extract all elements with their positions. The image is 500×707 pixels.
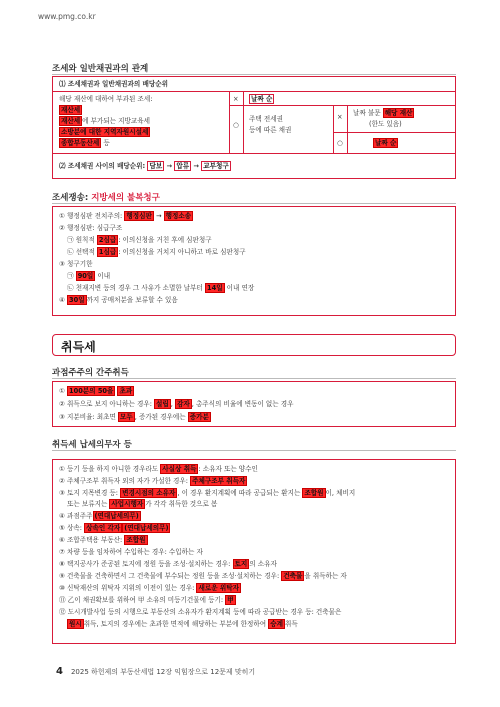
taxpayer-line-3: ③ 토지 지목변경 등: 변경시점의 소유자 , 이 경우 환지계획에 따라 공급되는 환지는 조합원 이, 체비지 bbox=[59, 489, 356, 497]
box-oligopoly-shareholder bbox=[52, 381, 456, 427]
oligopoly-line-1: ① 100분의 50을 초과 bbox=[59, 387, 133, 395]
chapter-heading-acquisition-tax: 취득세 bbox=[52, 334, 456, 356]
section-rule bbox=[52, 378, 456, 379]
right-cell-line-1: 날짜 불문 해당 재산 bbox=[353, 109, 413, 117]
taxpayer-line-10: ⑩ 신탁재산의 위탁자 지위의 이전이 있는 경우: 새로운 위탁자 bbox=[59, 584, 239, 592]
right-cell-line-2: (한도 있음) bbox=[369, 120, 402, 128]
taxpayer-line-9: ⑨ 건축물을 건축하면서 그 건축물에 부수되는 정원 등을 조성·설치하는 경우: 건축물 을 취득하는 자 bbox=[59, 572, 347, 580]
appeal-line-7: ㉡ 천재지변 등의 경우 그 사유가 소멸한 날부터 14일 이내 연장 bbox=[67, 284, 255, 292]
section-rule bbox=[52, 450, 456, 451]
section-title-tax-vs-general: 조세와 일반채권과의 관계 bbox=[52, 64, 149, 74]
taxpayer-line-2: ② 주체구조부 취득자 외의 자가 가설한 경우: 주체구조부 취득자 bbox=[59, 477, 246, 485]
taxpayer-line-11: ⑪ 乙이 채권확보를 위하여 甲 소유의 미등기건물에 등기: 甲 bbox=[59, 596, 234, 604]
footer-text: 2025 하헌제의 부동산세법 12장 익힘장으로 12문제 맞히기 bbox=[70, 668, 256, 676]
x-marker-2: × bbox=[337, 113, 343, 121]
page-number: 4 bbox=[56, 666, 63, 677]
o-marker-1: ○ bbox=[233, 121, 239, 129]
page-footer bbox=[56, 666, 255, 677]
appeal-line-6: ㉠ 90일 이내 bbox=[67, 272, 111, 280]
taxpayer-line-1: ① 등기 등을 하지 아니한 경우라도 사실상 취득 : 소유자 또는 양수인 bbox=[59, 465, 258, 473]
mid-cell-line-2: 주택 전세권 bbox=[249, 115, 283, 123]
taxpayer-line-5: ⑤ 상속: 상속인 각자 (연대납세의무) bbox=[59, 524, 169, 532]
section-rule bbox=[52, 74, 456, 75]
appeal-line-8: ④ 30일 까지 공매처분을 보류할 수 있음 bbox=[59, 296, 178, 304]
left-cell-line-4: 소방분에 대한 지역자원시설세 bbox=[61, 128, 149, 136]
box-taxpayer bbox=[52, 459, 456, 644]
taxpayer-line-4: ④ 과점주주 (연대납세의무) bbox=[59, 512, 139, 520]
oligopoly-line-3: ③ 지분비율: 최초면 모두 , 증가된 경우에는 증가분 bbox=[59, 413, 209, 421]
section-title-taxpayer: 취득세 납세의무자 등 bbox=[52, 440, 132, 450]
section-rule bbox=[52, 203, 456, 204]
sub-heading-1: ⑴ 조세채권과 일반채권과의 배당순위 bbox=[59, 80, 169, 88]
sub-heading-2: ⑵ 조세채권 사이의 배당순위: 담보 → 압류 → 교부청구 bbox=[59, 162, 229, 170]
x-marker-1: × bbox=[233, 95, 239, 103]
o-marker-2: ○ bbox=[337, 139, 343, 147]
appeal-line-2: ② 행정심판: 심급구조 bbox=[59, 224, 123, 232]
taxpayer-line-6: ⑥ 조합주택용 부동산: 조합원 bbox=[59, 536, 146, 544]
appeal-line-5: ③ 청구기한 bbox=[59, 260, 93, 268]
taxpayer-line-3b: 또는 보류지는 사업시행자 가 각각 취득한 것으로 봄 bbox=[67, 500, 218, 508]
mid-cell-line-3: 등에 따른 채권 bbox=[249, 126, 292, 134]
left-cell-line-3: 재산세 에 부가되는 지방교육세 bbox=[61, 117, 150, 125]
section-title-oligopoly-shareholder: 과점주주의 간주취득 bbox=[52, 368, 129, 378]
taxpayer-line-8: ⑧ 택지공사가 준공된 토지에 정원 등을 조성·설치하는 경우: 토지 의 소유자 bbox=[59, 560, 277, 568]
left-cell-line-5: 종합부동산세 등 bbox=[61, 139, 110, 147]
taxpayer-line-7: ⑦ 차량 등을 임차하여 수입하는 경우: 수입하는 자 bbox=[59, 548, 203, 556]
appeal-line-3: ㉠ 원칙적 2심급 : 이의신청을 거친 후에 심판청구 bbox=[67, 236, 212, 244]
box-dividend-order bbox=[52, 76, 456, 179]
right-cell-date-order: 날짜 순 bbox=[375, 139, 397, 147]
taxpayer-line-12: ⑫ 도시개발사업 등의 시행으로 부동산의 소유자가 환지계획 등에 따라 공급받는 경우 등: 건축물은 bbox=[59, 608, 342, 616]
left-cell-line-2: 재산세 bbox=[61, 106, 81, 114]
taxpayer-line-12b: 원시 취득, 토지의 경우에는 초과한 면적에 해당하는 부분에 한정하여 승계 취득 bbox=[69, 620, 298, 628]
box-local-tax-appeal bbox=[52, 206, 456, 316]
section-title-tax-dispute: 조세쟁송: 지방세의 불복청구 bbox=[52, 193, 160, 203]
site-url: www.pmg.co.kr bbox=[38, 12, 96, 21]
left-cell-line-1: 해당 재산에 대하여 부과된 조세: bbox=[59, 95, 153, 103]
oligopoly-line-2: ② 취득으로 보지 아니하는 경우: 설립 , 감자 , 총주식의 비율에 변동이 없는 경우 bbox=[59, 400, 294, 408]
mid-cell-date-order: 날짜 순 bbox=[251, 95, 273, 103]
appeal-line-1: ① 행정심판 전치주의: 행정심판 → 행정소송 bbox=[59, 212, 192, 220]
appeal-line-4: ㉡ 선택적 1심급 : 이의신청을 거치지 아니하고 바로 심판청구 bbox=[67, 248, 246, 256]
